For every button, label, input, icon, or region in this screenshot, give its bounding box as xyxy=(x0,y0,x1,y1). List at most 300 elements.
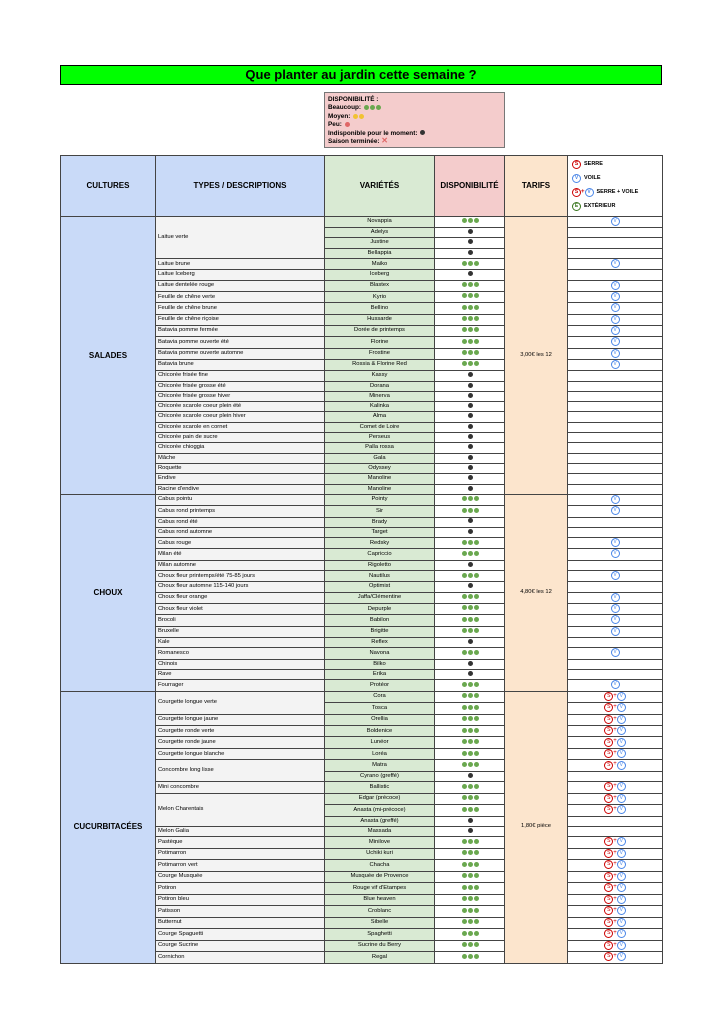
voile-icon: V xyxy=(611,349,620,358)
availability-dot-icon xyxy=(474,508,479,513)
culture-mode-cell xyxy=(568,494,663,505)
table-row xyxy=(61,494,663,505)
type-cell: Kale xyxy=(156,637,325,647)
availability-dot-icon xyxy=(468,908,473,913)
unavailable-dot-icon xyxy=(468,661,473,666)
culture-cell: SALADES xyxy=(61,216,156,494)
availability-dot-icon xyxy=(468,705,473,710)
voile-icon: V xyxy=(617,952,626,961)
variety-cell: Jaffa/Clémentine xyxy=(325,592,435,603)
variety-cell: Sibelle xyxy=(325,917,435,928)
availability-dot-icon xyxy=(468,573,473,578)
unavailable-dot-icon xyxy=(468,486,473,491)
availability-dot-icon xyxy=(474,850,479,855)
culture-mode-cell xyxy=(568,659,663,669)
type-cell: Mâche xyxy=(156,453,325,463)
availability-dot-icon xyxy=(462,873,467,878)
availability-dot-icon xyxy=(462,807,467,812)
serre-icon: S xyxy=(604,794,613,803)
availability-dot-icon xyxy=(462,293,467,298)
availability-dot-icon xyxy=(462,919,467,924)
availability-dot-icon xyxy=(462,885,467,890)
culture-mode-cell xyxy=(568,680,663,691)
availability-cell xyxy=(435,248,505,258)
voile-icon: V xyxy=(617,849,626,858)
availability-cell xyxy=(435,883,505,894)
legend-moyen-label: Moyen: xyxy=(328,112,351,120)
culture-mode-cell xyxy=(568,906,663,917)
availability-dot-icon xyxy=(468,873,473,878)
plus-sign: + xyxy=(613,941,617,948)
availability-dot-icon xyxy=(468,716,473,721)
availability-dot-icon xyxy=(474,327,479,332)
availability-dot-icon xyxy=(468,293,473,298)
plus-sign: + xyxy=(613,738,617,745)
availability-dot-icon xyxy=(474,605,479,610)
type-cell: Roquette xyxy=(156,463,325,473)
voile-icon: V xyxy=(611,615,620,624)
availability-dot-icon xyxy=(468,728,473,733)
plus-sign: + xyxy=(613,953,617,960)
serre-icon: S xyxy=(604,906,613,915)
variety-cell: Tosca xyxy=(325,703,435,714)
plus-sign: + xyxy=(613,895,617,902)
culture-mode-cell xyxy=(568,538,663,549)
type-cell: Feuille de chêne riçoise xyxy=(156,314,325,325)
voile-icon: V xyxy=(617,860,626,869)
availability-dot-icon xyxy=(462,942,467,947)
key-voile xyxy=(572,172,658,186)
availability-dot-icon xyxy=(468,496,473,501)
serre-icon: S xyxy=(604,883,613,892)
availability-dot-icon xyxy=(462,839,467,844)
availability-cell xyxy=(435,582,505,592)
availability-dot-icon xyxy=(468,218,473,223)
voile-icon: V xyxy=(611,259,620,268)
variety-cell: Kassy xyxy=(325,371,435,381)
plus-sign: + xyxy=(613,884,617,891)
unavailable-dot-icon xyxy=(468,455,473,460)
availability-dot-icon xyxy=(468,942,473,947)
availability-cell xyxy=(435,669,505,679)
availability-dot-icon xyxy=(468,896,473,901)
availability-dot-icon xyxy=(474,594,479,599)
variety-cell: Rouge vif d'Etampes xyxy=(325,883,435,894)
culture-mode-cell xyxy=(568,669,663,679)
availability-cell xyxy=(435,725,505,736)
availability-cell xyxy=(435,463,505,473)
serre-icon: S xyxy=(604,895,613,904)
availability-dot-icon xyxy=(462,617,467,622)
availability-dot-icon xyxy=(462,605,467,610)
availability-dot-icon xyxy=(462,650,467,655)
availability-cell xyxy=(435,659,505,669)
availability-legend xyxy=(324,92,505,148)
availability-cell xyxy=(435,303,505,314)
availability-dot-icon xyxy=(474,942,479,947)
serre-icon: S xyxy=(604,761,613,770)
type-cell: Laitue dentelée rouge xyxy=(156,280,325,291)
availability-dot-icon xyxy=(462,628,467,633)
serre-icon: S xyxy=(604,952,613,961)
unavailable-dot-icon xyxy=(468,383,473,388)
culture-mode-cell xyxy=(568,592,663,603)
voile-icon: V xyxy=(617,872,626,881)
culture-mode-cell xyxy=(568,337,663,348)
unavailable-dot-icon xyxy=(468,444,473,449)
type-cell: Choux fleur orange xyxy=(156,592,325,603)
legend-heading: DISPONIBILITÉ : xyxy=(328,96,379,103)
type-cell: Laitue Iceberg xyxy=(156,270,325,280)
voile-icon: V xyxy=(611,538,620,547)
availability-cell xyxy=(435,391,505,401)
variety-cell: Brigitte xyxy=(325,626,435,637)
availability-dot-icon xyxy=(468,650,473,655)
exterieur-icon: E xyxy=(572,202,581,211)
culture-mode-cell xyxy=(568,443,663,453)
variety-cell: Minilove xyxy=(325,837,435,848)
availability-dot-icon xyxy=(474,931,479,936)
availability-dot-icon xyxy=(474,617,479,622)
availability-cell xyxy=(435,484,505,494)
culture-mode-cell xyxy=(568,228,663,238)
variety-cell: Ballistic xyxy=(325,782,435,793)
availability-cell xyxy=(435,691,505,702)
unavailable-dot-icon xyxy=(468,583,473,588)
tarif-cell: 1,80€ pièce xyxy=(505,691,568,963)
availability-dot-icon xyxy=(462,795,467,800)
availability-dot-icon xyxy=(468,839,473,844)
dot-icon xyxy=(353,114,358,119)
availability-dot-icon xyxy=(474,873,479,878)
availability-dot-icon xyxy=(462,762,467,767)
voile-icon: V xyxy=(617,703,626,712)
availability-cell xyxy=(435,805,505,816)
key-exterieur xyxy=(572,200,658,214)
availability-cell xyxy=(435,238,505,248)
culture-mode-cell xyxy=(568,433,663,443)
voile-icon: V xyxy=(611,292,620,301)
availability-dot-icon xyxy=(468,508,473,513)
availability-dot-icon xyxy=(462,339,467,344)
key-exterieur-label: EXTÉRIEUR xyxy=(584,202,616,209)
unavailable-dot-icon xyxy=(468,562,473,567)
table-header-row xyxy=(61,156,663,217)
planting-table xyxy=(60,155,663,964)
availability-cell xyxy=(435,494,505,505)
type-cell: Chicorée scarole en cornet xyxy=(156,422,325,432)
voile-icon: V xyxy=(617,941,626,950)
availability-dot-icon xyxy=(474,650,479,655)
variety-cell: Spaghetti xyxy=(325,929,435,940)
header-types: TYPES / DESCRIPTIONS xyxy=(156,156,325,217)
availability-dot-icon xyxy=(474,361,479,366)
key-serre-voile-label: SERRE + VOILE xyxy=(596,188,639,195)
variety-cell: Sucrine du Berry xyxy=(325,940,435,951)
availability-cell xyxy=(435,894,505,905)
availability-dot-icon xyxy=(474,751,479,756)
availability-cell xyxy=(435,517,505,527)
type-cell: Patisson xyxy=(156,906,325,917)
availability-dot-icon xyxy=(468,682,473,687)
type-cell: Potimarron vert xyxy=(156,860,325,871)
culture-mode-cell xyxy=(568,314,663,325)
culture-mode-cell xyxy=(568,391,663,401)
availability-cell xyxy=(435,940,505,951)
availability-cell xyxy=(435,906,505,917)
availability-dot-icon xyxy=(474,496,479,501)
variety-cell: Bilko xyxy=(325,659,435,669)
variety-cell: Optimist xyxy=(325,582,435,592)
voile-icon: V xyxy=(572,174,581,183)
plus-sign: + xyxy=(613,726,617,733)
legend-terminee-label: Saison terminée: xyxy=(328,138,380,146)
availability-cell xyxy=(435,637,505,647)
variety-cell: Kalinka xyxy=(325,402,435,412)
availability-dot-icon xyxy=(468,350,473,355)
culture-mode-cell xyxy=(568,871,663,882)
availability-cell xyxy=(435,604,505,615)
plus-sign: + xyxy=(613,849,617,856)
plus-sign: + xyxy=(613,872,617,879)
type-cell: Melon Charentais xyxy=(156,793,325,826)
availability-dot-icon xyxy=(468,885,473,890)
serre-icon: S xyxy=(604,782,613,791)
culture-mode-cell xyxy=(568,917,663,928)
voile-icon: V xyxy=(611,303,620,312)
variety-cell: Minerva xyxy=(325,391,435,401)
type-cell: Choux fleur violet xyxy=(156,604,325,615)
voile-icon: V xyxy=(617,906,626,915)
culture-cell: CHOUX xyxy=(61,494,156,691)
culture-mode-cell xyxy=(568,359,663,370)
availability-cell xyxy=(435,782,505,793)
variety-cell: Frostine xyxy=(325,348,435,359)
culture-mode-cell xyxy=(568,371,663,381)
type-cell: Romanesco xyxy=(156,648,325,659)
type-cell: Concombre long lisse xyxy=(156,760,325,782)
unavailable-dot-icon xyxy=(468,413,473,418)
type-cell: Milan automne xyxy=(156,560,325,570)
availability-dot-icon xyxy=(468,594,473,599)
availability-dot-icon xyxy=(474,682,479,687)
voile-icon: V xyxy=(617,929,626,938)
plus-sign: + xyxy=(613,715,617,722)
culture-mode-cell xyxy=(568,714,663,725)
variety-cell: Perseus xyxy=(325,433,435,443)
culture-mode-cell xyxy=(568,626,663,637)
culture-mode-cell xyxy=(568,793,663,804)
availability-cell xyxy=(435,626,505,637)
variety-cell: Depurple xyxy=(325,604,435,615)
unavailable-dot-icon xyxy=(468,434,473,439)
availability-cell xyxy=(435,337,505,348)
culture-mode-cell xyxy=(568,517,663,527)
culture-mode-cell xyxy=(568,422,663,432)
voile-icon: V xyxy=(611,627,620,636)
culture-mode-cell xyxy=(568,248,663,258)
availability-dot-icon xyxy=(468,795,473,800)
availability-dot-icon xyxy=(462,305,467,310)
variety-cell: Redsky xyxy=(325,538,435,549)
availability-cell xyxy=(435,359,505,370)
culture-mode-cell xyxy=(568,270,663,280)
availability-cell xyxy=(435,760,505,771)
availability-dot-icon xyxy=(468,693,473,698)
serre-icon: S xyxy=(572,188,581,197)
legend-beaucoup xyxy=(328,104,501,112)
serre-icon: S xyxy=(604,805,613,814)
type-cell: Mini concombre xyxy=(156,782,325,793)
type-cell: Potimarron xyxy=(156,848,325,859)
variety-cell: Uchiki kuri xyxy=(325,848,435,859)
availability-cell xyxy=(435,443,505,453)
voile-icon: V xyxy=(617,883,626,892)
voile-icon: V xyxy=(611,593,620,602)
type-cell: Courgette longue verte xyxy=(156,691,325,714)
plus-sign: + xyxy=(613,692,617,699)
culture-mode-cell xyxy=(568,615,663,626)
culture-mode-cell xyxy=(568,280,663,291)
page-title: Que planter au jardin cette semaine ? xyxy=(60,65,662,85)
voile-icon: V xyxy=(617,726,626,735)
voile-icon: V xyxy=(617,761,626,770)
voile-icon: V xyxy=(611,281,620,290)
cross-icon: ✕ xyxy=(381,136,388,146)
availability-cell xyxy=(435,737,505,748)
availability-dot-icon xyxy=(474,293,479,298)
variety-cell: Croblanc xyxy=(325,906,435,917)
legend-moyen xyxy=(328,113,501,121)
type-cell: Potiron xyxy=(156,883,325,894)
availability-dot-icon xyxy=(468,751,473,756)
type-cell: Chicorée frisée grosse hiver xyxy=(156,391,325,401)
availability-dot-icon xyxy=(474,282,479,287)
availability-dot-icon xyxy=(474,305,479,310)
availability-cell xyxy=(435,929,505,940)
header-dispo: DISPONIBILITÉ xyxy=(435,156,505,217)
availability-dot-icon xyxy=(468,762,473,767)
availability-dot-icon xyxy=(468,739,473,744)
availability-dot-icon xyxy=(474,261,479,266)
availability-cell xyxy=(435,291,505,302)
availability-dot-icon xyxy=(468,540,473,545)
availability-cell xyxy=(435,952,505,963)
availability-cell xyxy=(435,474,505,484)
legend-terminee xyxy=(328,138,501,146)
serre-icon: S xyxy=(604,918,613,927)
unavailable-dot-icon xyxy=(468,250,473,255)
culture-mode-cell xyxy=(568,604,663,615)
variety-cell: Massada xyxy=(325,826,435,836)
availability-dot-icon xyxy=(474,350,479,355)
availability-dot-icon xyxy=(468,807,473,812)
availability-dot-icon xyxy=(474,954,479,959)
availability-dot-icon xyxy=(474,628,479,633)
availability-dot-icon xyxy=(474,573,479,578)
voile-icon: V xyxy=(617,692,626,701)
availability-dot-icon xyxy=(474,862,479,867)
variety-cell: Boldenice xyxy=(325,725,435,736)
variety-cell: Alma xyxy=(325,412,435,422)
unavailable-dot-icon xyxy=(468,393,473,398)
availability-cell xyxy=(435,259,505,270)
availability-dot-icon xyxy=(468,954,473,959)
culture-mode-cell xyxy=(568,837,663,848)
type-cell: Courgette longue blanche xyxy=(156,748,325,759)
type-cell: Brocoli xyxy=(156,615,325,626)
voile-icon: V xyxy=(611,337,620,346)
type-cell: Butternut xyxy=(156,917,325,928)
key-serre-label: SERRE xyxy=(584,161,603,167)
culture-mode-cell xyxy=(568,325,663,336)
availability-dot-icon xyxy=(462,931,467,936)
type-cell: Racine d'endive xyxy=(156,484,325,494)
availability-dot-icon xyxy=(468,316,473,321)
serre-icon: S xyxy=(604,837,613,846)
type-cell: Batavia brune xyxy=(156,359,325,370)
legend-peu-label: Peu: xyxy=(328,121,342,129)
availability-dot-icon xyxy=(462,682,467,687)
culture-cell: CUCURBITACÉES xyxy=(61,691,156,963)
culture-mode-cell xyxy=(568,940,663,951)
availability-dot-icon xyxy=(474,762,479,767)
availability-dot-icon xyxy=(468,339,473,344)
variety-cell: Comet de Loire xyxy=(325,422,435,432)
availability-cell xyxy=(435,402,505,412)
variety-cell: Sir xyxy=(325,506,435,517)
availability-dot-icon xyxy=(462,739,467,744)
availability-dot-icon xyxy=(462,551,467,556)
variety-cell: Dorana xyxy=(325,381,435,391)
availability-dot-icon xyxy=(468,784,473,789)
variety-cell: Blastex xyxy=(325,280,435,291)
type-cell: Feuille de chêne brune xyxy=(156,303,325,314)
type-cell: Courge Sucrine xyxy=(156,940,325,951)
type-cell: Cabus pointu xyxy=(156,494,325,505)
culture-mode-cell xyxy=(568,463,663,473)
availability-dot-icon xyxy=(468,919,473,924)
unavailable-dot-icon xyxy=(468,828,473,833)
type-cell: Bruxelle xyxy=(156,626,325,637)
type-cell: Endive xyxy=(156,474,325,484)
availability-dot-icon xyxy=(474,551,479,556)
type-cell: Choux fleur automne 115-140 jours xyxy=(156,582,325,592)
availability-cell xyxy=(435,348,505,359)
availability-dot-icon xyxy=(468,282,473,287)
tarif-cell: 3,00€ les 12 xyxy=(505,216,568,494)
variety-cell: Rigoletto xyxy=(325,560,435,570)
unavailable-dot-icon xyxy=(468,671,473,676)
availability-cell xyxy=(435,538,505,549)
voile-icon: V xyxy=(611,217,620,226)
plus-sign: + xyxy=(613,930,617,937)
tarif-cell: 4,80€ les 12 xyxy=(505,494,568,691)
variety-cell: Reflex xyxy=(325,637,435,647)
dot-icon xyxy=(370,105,375,110)
availability-dot-icon xyxy=(468,327,473,332)
availability-dot-icon xyxy=(462,261,467,266)
culture-mode-cell xyxy=(568,484,663,494)
key-serre-voile xyxy=(572,186,658,200)
culture-mode-cell xyxy=(568,381,663,391)
serre-icon: S xyxy=(604,941,613,950)
voile-icon: V xyxy=(617,895,626,904)
availability-dot-icon xyxy=(462,705,467,710)
culture-mode-cell xyxy=(568,527,663,537)
availability-dot-icon xyxy=(474,540,479,545)
type-cell: Cabus rond été xyxy=(156,517,325,527)
